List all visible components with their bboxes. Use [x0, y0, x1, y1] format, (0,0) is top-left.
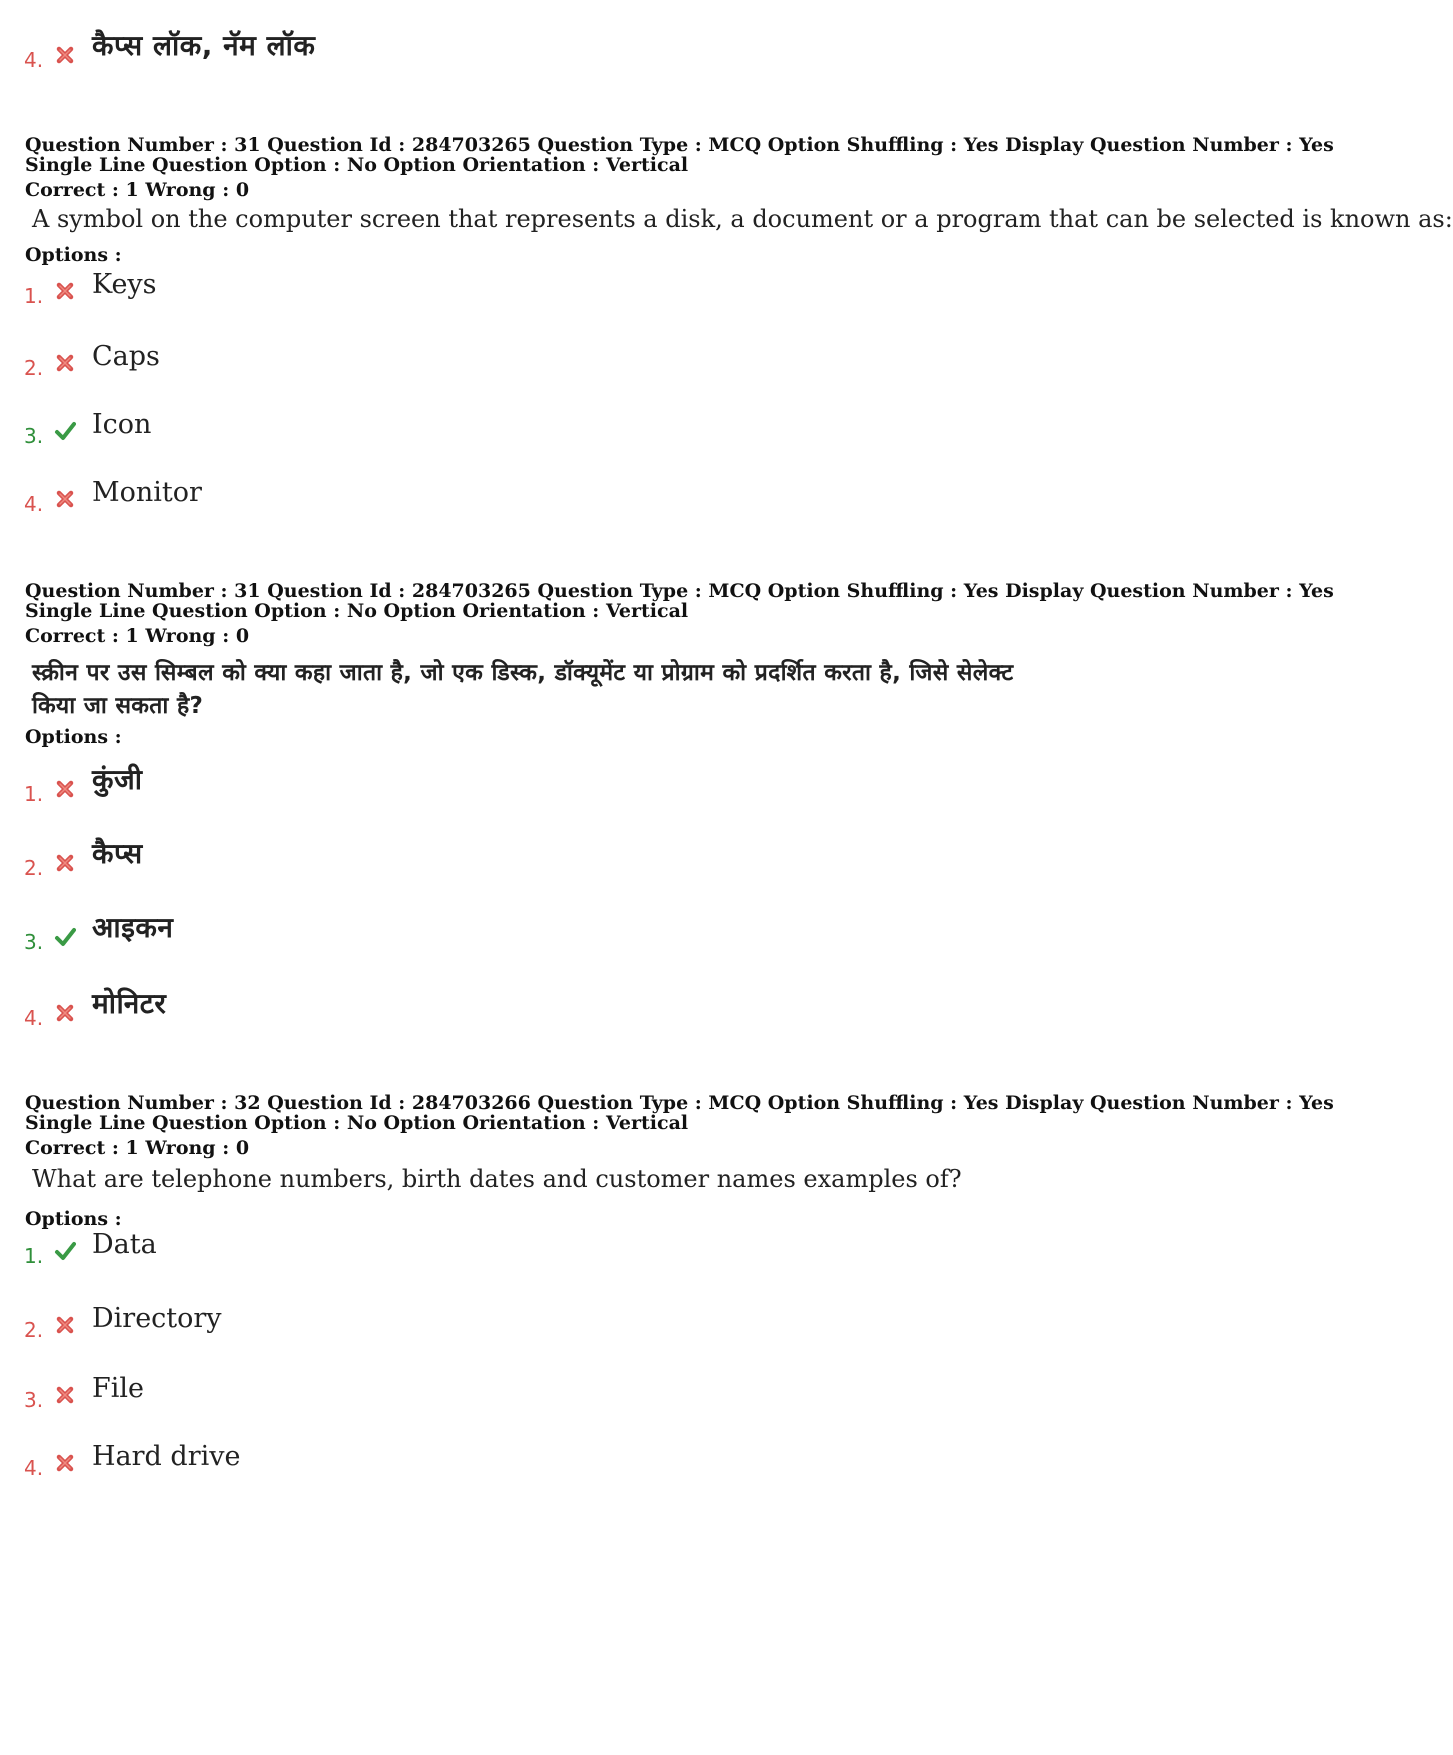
option-text: आइकन: [92, 911, 174, 944]
question-text: A symbol on the computer screen that represents a disk, a document or a program that can be selected is known as:: [32, 205, 1453, 233]
cross-icon: [54, 1384, 76, 1406]
option-number: 2.: [24, 856, 44, 880]
option-text: Keys: [92, 269, 157, 300]
options-label: Options :: [25, 244, 122, 266]
options-label: Options :: [25, 726, 122, 748]
option-text: कुंजी: [92, 763, 143, 796]
option-text: कैप्स: [92, 837, 143, 870]
option-number: 3.: [24, 1388, 44, 1412]
question-text: स्क्रीन पर उस सिम्बल को क्या कहा जाता है, जो एक डिस्क, डॉक्यूमेंट या प्रोग्राम को प्रदर्शित करता है, जिसे सेलेक्ट: [32, 660, 1014, 686]
question-meta: Question Number : 32 Question Id : 284703266 Question Type : MCQ Option Shuffling : Yes Display Question Number : Yes: [25, 1092, 1334, 1114]
option-number: 3.: [24, 930, 44, 954]
cross-icon: [54, 352, 76, 374]
option-number: 4.: [24, 1006, 44, 1030]
check-icon: [54, 926, 76, 948]
cross-icon: [54, 778, 76, 800]
cross-icon: [54, 852, 76, 874]
option-text: Directory: [92, 1303, 222, 1334]
question-text-cont: किया जा सकता है?: [32, 693, 204, 719]
option-text: Hard drive: [92, 1441, 241, 1472]
check-icon: [54, 420, 76, 442]
cross-icon: [54, 44, 76, 66]
cross-icon: [54, 488, 76, 510]
cross-icon: [54, 1002, 76, 1024]
option-number: 4.: [24, 1456, 44, 1480]
option-number: 4.: [24, 48, 44, 72]
question-meta: Question Number : 31 Question Id : 284703265 Question Type : MCQ Option Shuffling : Yes Display Question Number : Yes: [25, 580, 1334, 602]
question-marks: Correct : 1 Wrong : 0: [25, 179, 250, 201]
option-text: Monitor: [92, 477, 202, 508]
option-number: 4.: [24, 492, 44, 516]
option-text: File: [92, 1373, 144, 1404]
option-text: Data: [92, 1229, 157, 1260]
question-meta-options: Single Line Question Option : No Option Orientation : Vertical: [25, 154, 689, 176]
question-marks: Correct : 1 Wrong : 0: [25, 1137, 250, 1159]
question-meta-options: Single Line Question Option : No Option Orientation : Vertical: [25, 1112, 689, 1134]
option-text: Caps: [92, 341, 160, 372]
question-text: What are telephone numbers, birth dates and customer names examples of?: [32, 1165, 962, 1193]
option-number: 1.: [24, 1244, 44, 1268]
option-text: कैप्स लॉक, नॅम लॉक: [92, 29, 316, 62]
option-number: 1.: [24, 782, 44, 806]
options-label: Options :: [25, 1208, 122, 1230]
question-marks: Correct : 1 Wrong : 0: [25, 625, 250, 647]
check-icon: [54, 1240, 76, 1262]
option-number: 2.: [24, 356, 44, 380]
cross-icon: [54, 1314, 76, 1336]
option-number: 1.: [24, 284, 44, 308]
question-meta-options: Single Line Question Option : No Option Orientation : Vertical: [25, 600, 689, 622]
option-text: Icon: [92, 409, 152, 440]
option-number: 3.: [24, 424, 44, 448]
cross-icon: [54, 280, 76, 302]
cross-icon: [54, 1452, 76, 1474]
question-meta: Question Number : 31 Question Id : 284703265 Question Type : MCQ Option Shuffling : Yes Display Question Number : Yes: [25, 134, 1334, 156]
option-number: 2.: [24, 1318, 44, 1342]
option-text: मोनिटर: [92, 987, 167, 1020]
